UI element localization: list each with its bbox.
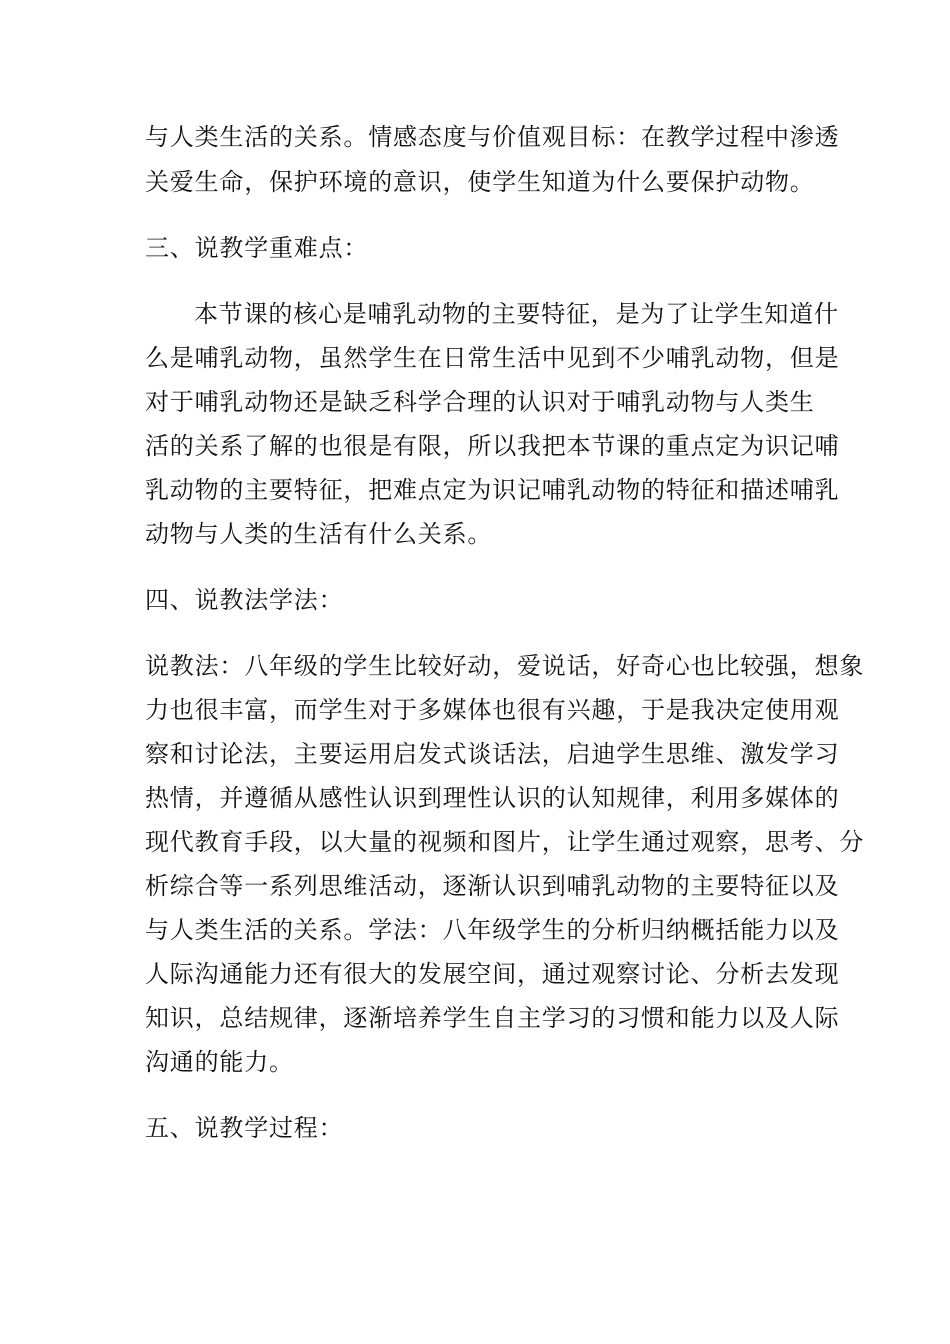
text-line: 沟通的能力。 <box>145 1048 294 1076</box>
text-line: 析综合等一系列思维活动，逐渐认识到哺乳动物的主要特征以及 <box>145 872 840 900</box>
text-line: 动物与人类的生活有什么关系。 <box>145 520 493 548</box>
text-line: 乳动物的主要特征，把难点定为识记哺乳动物的特征和描述哺乳 <box>145 476 840 504</box>
section-heading: 三、说教学重难点： <box>145 234 369 262</box>
text-line: 么是哺乳动物，虽然学生在日常生活中见到不少哺乳动物，但是 <box>145 344 840 372</box>
text-line: 关爱生命，保护环境的意识，使学生知道为什么要保护动物。 <box>145 168 815 196</box>
text-line: 现代教育手段，以大量的视频和图片，让学生通过观察，思考、分 <box>145 828 865 856</box>
text-line: 力也很丰富，而学生对于多媒体也很有兴趣，于是我决定使用观 <box>145 696 840 724</box>
section-heading: 五、说教学过程： <box>145 1114 344 1142</box>
section-heading: 四、说教法学法： <box>145 586 344 614</box>
text-line: 说教法：八年级的学生比较好动，爱说话，好奇心也比较强，想象 <box>145 652 865 680</box>
text-line: 人际沟通能力还有很大的发展空间，通过观察讨论、分析去发现 <box>145 960 840 988</box>
text-line: 对于哺乳动物还是缺乏科学合理的认识对于哺乳动物与人类生 <box>145 388 815 416</box>
text-line: 与人类生活的关系。情感态度与价值观目标：在教学过程中渗透 <box>145 123 840 151</box>
text-line: 察和讨论法，主要运用启发式谈话法，启迪学生思维、激发学习 <box>145 740 840 768</box>
text-line: 活的关系了解的也很是有限，所以我把本节课的重点定为识记哺 <box>145 432 840 460</box>
text-line: 与人类生活的关系。学法：八年级学生的分析归纳概括能力以及 <box>145 916 840 944</box>
text-line: 本节课的核心是哺乳动物的主要特征，是为了让学生知道什 <box>194 300 839 328</box>
text-line: 知识，总结规律，逐渐培养学生自主学习的习惯和能力以及人际 <box>145 1004 840 1032</box>
text-line: 热情，并遵循从感性认识到理性认识的认知规律，利用多媒体的 <box>145 784 840 812</box>
